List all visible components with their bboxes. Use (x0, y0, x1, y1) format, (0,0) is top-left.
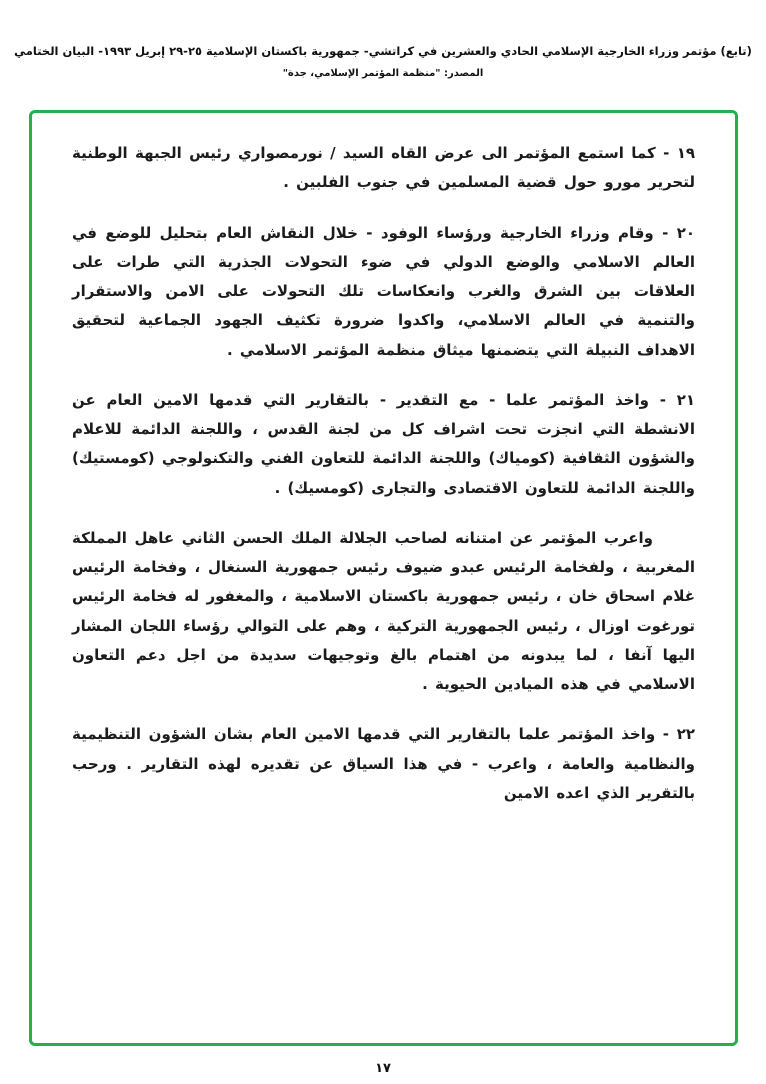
paragraph: ٢١ - واخذ المؤتمر علما - مع التقدير - بالتقارير التي قدمها الامين العام عن الانشطة التي انجزت تحت اشراف كل من لجنة القدس ، واللجنة الدائمة للاعلام والشؤون الثقافية (كومياك) واللجنة الدائمة للتعاون الفني والتكنولوجي (كومستيك) واللجنة الدائمة للتعاون الاقتصادى والتجارى (كومسيك) . (72, 390, 695, 497)
document-header (0, 44, 766, 79)
paragraph: ١٩ - كما استمع المؤتمر الى عرض القاه السيد / نورمصواري رئيس الجبهة الوطنية لتحرير مورو حول قضية المسلمين في جنوب الفلبين . (72, 144, 695, 192)
paragraph: ٢٠ - وقام وزراء الخارجية ورؤساء الوفود - خلال النقاش العام بتحليل للوضع في العالم الاسلامي والوضع الدولي في ضوء التحولات الجذرية التي طرات على العلاقات بين الشرق والغرب وانعكاسات تلك التحولات على الامن والاستقرار والتنمية في العالم الاسلامي، واكدوا ضرورة تكثيف الجهود الجماعية لتحقيق الاهداف النبيلة التي يتضمنها ميثاق منظمة المؤتمر الاسلامي . (72, 223, 695, 359)
paragraph: واعرب المؤتمر عن امتنانه لصاحب الجلالة الملك الحسن الثاني عاهل المملكة المغربية ، ولفخامة الرئيس عبدو ضيوف رئيس جمهورية السنغال ، وفخامة الرئيس غلام اسحاق خان ، رئيس جمهورية باكستان الاسلامية ، والمغفور له فخامة الرئيس تورغوت اوزال ، رئيس الجمهورية التركية ، وهم على التوالي رؤساء اللجان المشار اليها آنفا ، لما يبدونه من اهتمام بالغ وتوجيهات سديدة من اجل دعم التعاون الاسلامي في هذه الميادين الحيوية . (72, 528, 695, 693)
scanned-text-box (29, 110, 738, 1046)
page-number: ١٧ (375, 1061, 391, 1076)
paragraph: ٢٢ - واخذ المؤتمر علما بالتقارير التي قدمها الامين العام بشان الشؤون التنظيمية والنظامية والعامة ، واعرب - في هذا السياق عن تقديره لهذه التقارير . ورحب بالتقرير الذي اعده الامين (72, 725, 695, 802)
paragraphs-container (72, 139, 695, 808)
header-source: المصدر: "منظمة المؤتمر الإسلامي، جدة" (282, 68, 484, 79)
header-title: (تابع) مؤتمر وزراء الخارجية الإسلامي الحادي والعشرين في كراتشي- جمهورية باكستان الإسلامية ٢٥-٢٩ إبريل ١٩٩٣- البيان الختامي (14, 44, 752, 58)
